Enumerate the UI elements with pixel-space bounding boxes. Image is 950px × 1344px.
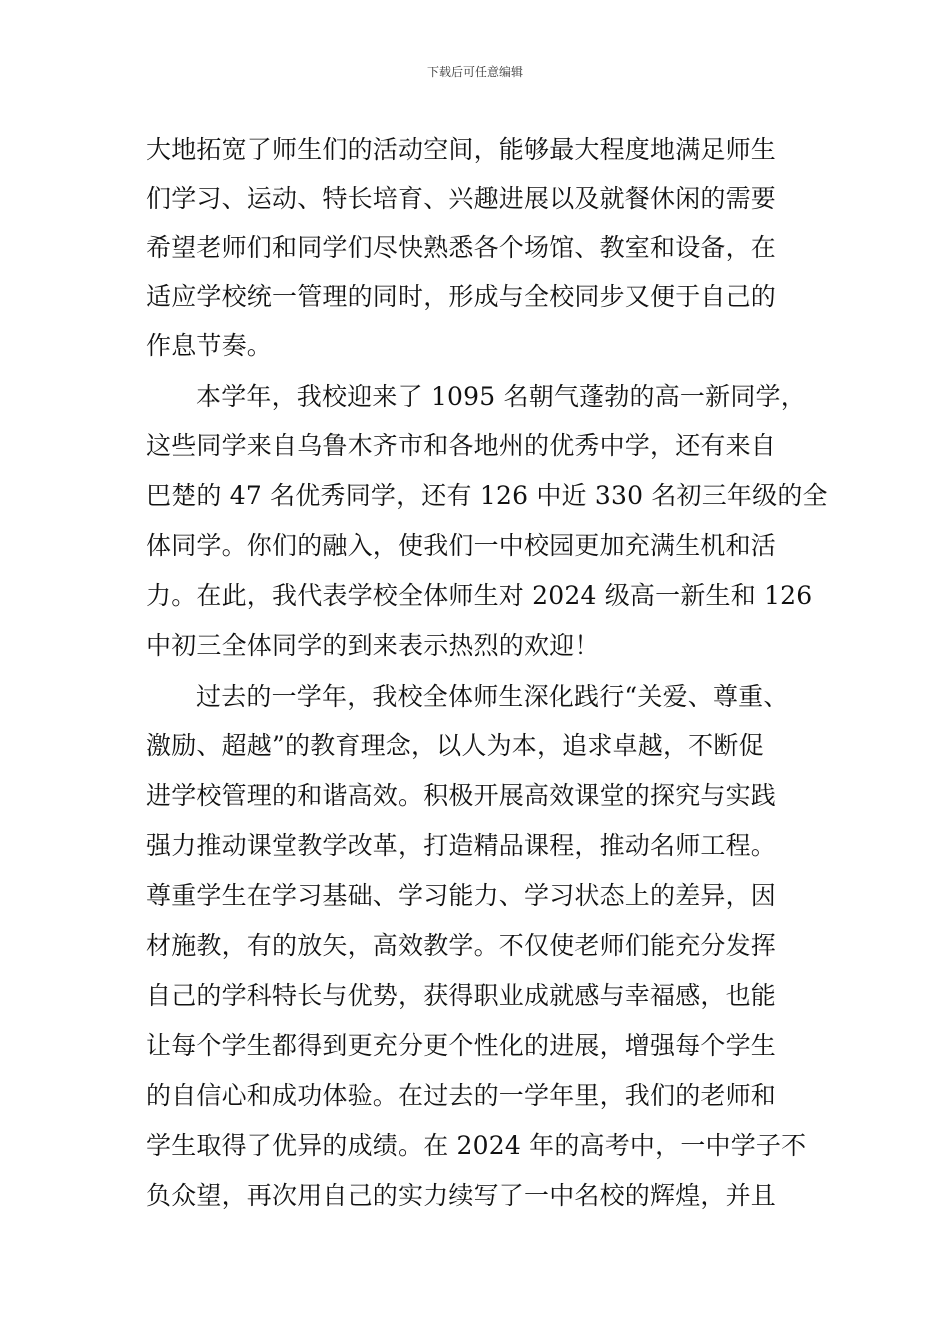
text-line: 力。在此，我代表学校全体师生对 2024 级高一新生和 126 <box>146 581 813 610</box>
text-line: 进学校管理的和谐高效。积极开展高效课堂的探究与实践 <box>146 781 777 810</box>
text-line: 希望老师们和同学们尽快熟悉各个场馆、教室和设备，在 <box>146 233 777 262</box>
text-line: 巴楚的 47 名优秀同学，还有 126 中近 330 名初三年级的全 <box>146 481 828 510</box>
text-line: 学生取得了优异的成绩。在 2024 年的高考中，一中学子不 <box>146 1131 807 1160</box>
text-line: 中初三全体同学的到来表示热烈的欢迎！ <box>146 631 600 660</box>
text-line: 让每个学生都得到更充分更个性化的进展，增强每个学生 <box>146 1031 777 1060</box>
text-line: 大地拓宽了师生们的活动空间，能够最大程度地满足师生 <box>146 135 777 164</box>
text-line: 负众望，再次用自己的实力续写了一中名校的辉煌，并且 <box>146 1181 777 1210</box>
text-line: 材施教，有的放矢，高效教学。不仅使老师们能充分发挥 <box>146 931 777 960</box>
text-line: 自己的学科特长与优势，获得职业成就感与幸福感，也能 <box>146 981 777 1010</box>
text-line: 尊重学生在学习基础、学习能力、学习状态上的差异，因 <box>146 881 777 910</box>
text-line: 作息节奏。 <box>146 331 273 360</box>
paragraph-first-line: 过去的一学年，我校全体师生深化践行“关爱、尊重、 <box>196 682 789 711</box>
page-header: 下载后可任意编辑 <box>426 65 523 79</box>
text-line: 这些同学来自乌鲁木齐市和各地州的优秀中学，还有来自 <box>146 431 777 460</box>
paragraph-first-line: 本学年，我校迎来了 1095 名朝气蓬勃的高一新同学， <box>196 382 806 411</box>
text-line: 体同学。你们的融入，使我们一中校园更加充满生机和活 <box>146 531 777 560</box>
text-line: 激励、超越”的教育理念，以人为本，追求卓越，不断促 <box>146 731 764 760</box>
text-line: 适应学校统一管理的同时，形成与全校同步又便于自己的 <box>146 282 777 311</box>
text-line: 强力推动课堂教学改革，打造精品课程，推动名师工程。 <box>146 831 777 860</box>
text-line: 们学习、运动、特长培育、兴趣进展以及就餐休闲的需要 <box>146 184 777 213</box>
text-line: 的自信心和成功体验。在过去的一学年里，我们的老师和 <box>146 1081 777 1110</box>
